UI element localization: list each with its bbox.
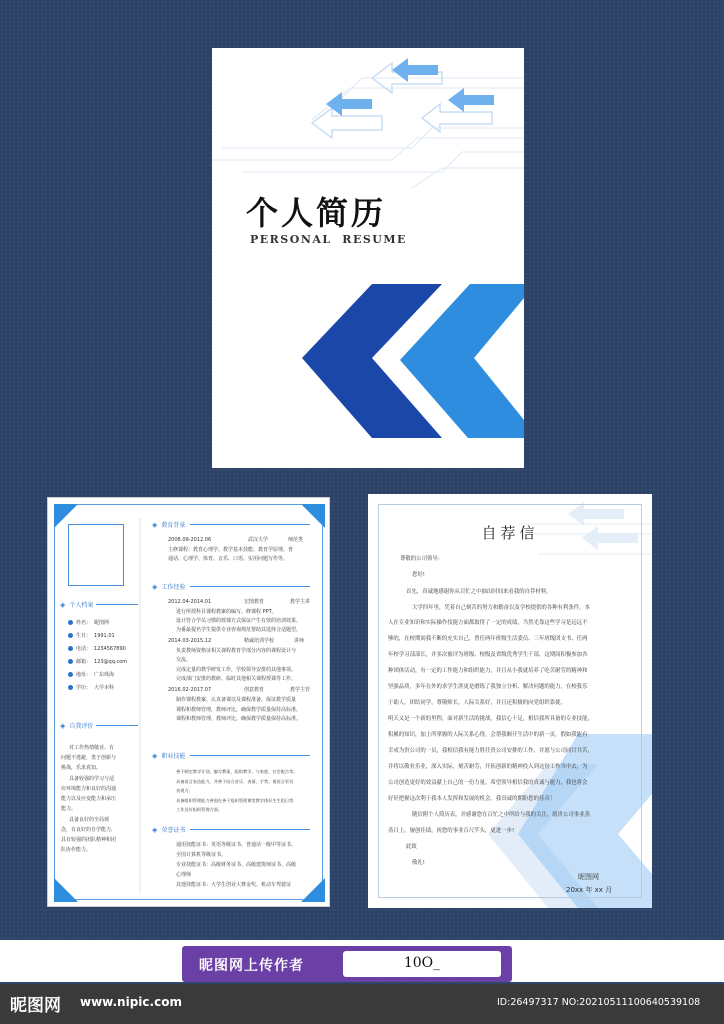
letter-line: 种团体活动，有一定的工作能力和组织能力，并且从小我就培养了吃苦耐劳的精神和 [388, 668, 588, 674]
self-eval-line: 能力。 [61, 806, 77, 812]
education-heading: ◈ 教育背景 [152, 520, 186, 529]
cover-decoration [212, 48, 524, 468]
cover-letter-page [368, 494, 652, 908]
letter-line: 积累的知识，加上所掌握的人际关系心得，会帮我顺开生活中的新一页，假如我能有 [388, 732, 588, 738]
self-eval-line: 挑战，乐求真知。 [61, 765, 102, 771]
self-eval-line: 具有较强的团队精神和团 [61, 837, 117, 843]
cert-line: 全国计算机等级证书。 [176, 852, 227, 858]
cover-page [212, 48, 524, 468]
skills-line: 善于制定教学计划，编写教案，组织教学，与家庭、社会配合等。 [176, 769, 298, 774]
self-eval-line: 问题不逃避，勇于创新与 [61, 755, 117, 761]
work-detail: 完成部门安排的教研、临时其他相关课程授课等工作。 [176, 676, 297, 682]
cover-title: 个人简历 [246, 194, 387, 232]
letter-line: 蒸日上，屡创佳绩，祝您的事业百尺竿头，更进一步! [388, 828, 515, 834]
divider [190, 755, 310, 756]
cert-line: 其他技能证书：大学生创业大赛金奖、机动车驾驶证 [176, 882, 292, 888]
arrow-left-icon [448, 88, 494, 112]
letter-line: 人在专业知识和实际操作技能方面都取得了一定的成绩，当然光靠这些学习是远远不 [388, 620, 588, 626]
footer-url[interactable]: www.nipic.com [80, 995, 182, 1009]
profile-heading: ◈ 个人档案 [60, 600, 94, 609]
bullet-icon [68, 672, 73, 677]
profile-row-name: 姓名： 昵图网 [68, 619, 109, 626]
divider [96, 725, 138, 726]
skills-line: 具备组织管理能力善国在善于组织管理课堂教学体好生生组日常 [176, 798, 294, 803]
cert-line: 通用技能证书：英语等级证书、普通话一级甲等证书、 [176, 842, 297, 848]
diamond-icon: ◈ [152, 825, 158, 834]
letter-line: 够的，在校期间我不断的充实自己，曾任两年班级生活委员、三年班级团支书、任两 [388, 636, 588, 642]
letter-title: 自荐信 [481, 524, 539, 542]
cert-line: 心理师 [176, 872, 192, 878]
work-role: 教学主管 [290, 687, 311, 693]
footer-id: ID:26497317 NO:20210511100640539108 [497, 997, 701, 1008]
work-company: 精诚培训学校 [244, 638, 275, 644]
bullet-icon [68, 620, 73, 625]
letter-line: 首先，真诚地感谢你从百忙之中抽出时间来看我的自荐材料。 [406, 589, 552, 595]
profile-row-phone: 电话： 1234567890 [68, 645, 126, 652]
diamond-icon: ◈ [60, 600, 66, 609]
letter-signature: 昵图网 [578, 873, 599, 881]
self-eval-line: 具备良好的全局观 [69, 817, 110, 823]
letter-date: 20xx 年 xx 月 [566, 886, 613, 894]
self-eval-line: 具备较强的学习与适 [69, 776, 115, 782]
resume-page [47, 497, 330, 907]
letter-line: 随信附个人简历表，并感谢您在百忙之中所给与我的关注，愿贵公司事业蒸 [412, 812, 590, 818]
cert-line: 专业技能证书：高级财务证书、高级建筑师证书、高级 [176, 862, 297, 868]
author-label: 昵图网上传作者 [199, 958, 304, 974]
letter-closing: 敬礼! [412, 860, 425, 866]
self-eval-line: 念，有良好的自学能力， [61, 827, 117, 833]
edu-courses-line: 主修课程：教育心理学、教学基本技能、教育学原理、普 [168, 547, 294, 553]
skills-line: 具备语言表达能力，并善于结合音乐、表情、手势、使语言更具 [176, 779, 294, 784]
letter-line: 并将以敬业乐业，深入实际，刻苦耐劳，开拓创新的精神投入到这份工作当中去，为 [388, 764, 588, 770]
arrow-left-icon [326, 92, 372, 116]
letter-line: 坚强品质，多年在外的求学生涯更是磨练了我独立分析、解决问题的能力，在校我乐 [388, 684, 588, 690]
edu-school: 武汉大学 [248, 537, 269, 543]
work-role: 讲师 [294, 638, 305, 644]
work-detail: 负责教师资格证相关课程教育学部分内容的课程设计与 [176, 648, 297, 654]
divider [96, 604, 138, 605]
work-detail: 交流。 [176, 657, 192, 663]
work-detail: 设计符合学员习惯的授课方式保证产生有效的培训效果。 [176, 618, 302, 624]
edu-period: 2008.09-2012.06 [168, 537, 212, 543]
work-company: 宏图教育 [244, 599, 265, 605]
bullet-icon [68, 633, 73, 638]
profile-row-birthday: 生日： 1991.01 [68, 632, 115, 639]
profile-row-address: 地址： 广东珠海 [68, 671, 114, 678]
self-eval-heading: ◈ 自我评价 [60, 721, 94, 730]
work-period: 2012.04-2014.01 [168, 599, 212, 605]
letter-line: 年校学习部部长，并多次被评为班级、校级及省级优秀学生干部，这期间积极参加各 [388, 652, 588, 658]
self-eval-line: 对工作热情敬业、有 [69, 745, 115, 751]
work-heading: ◈ 工作经验 [152, 582, 186, 591]
photo-placeholder [68, 524, 124, 586]
author-value: 10O_ [403, 955, 441, 971]
divider [190, 829, 310, 830]
work-period: 2016.02-2017.07 [168, 687, 212, 693]
cover-subtitle: PERSONAL RESUME [250, 233, 407, 246]
bullet-icon [68, 646, 73, 651]
letter-line: 幸成为贵公司的一员，我相信我有能力胜任贵公司安排的工作，并愿与公司同甘共苦， [388, 748, 593, 754]
divider [190, 524, 310, 525]
letter-line: 于助人，团结同学，尊敬师长，人际关系好，并且还积极的向党组织靠拢。 [388, 700, 566, 706]
self-eval-line: 能力以及应变能力和承压 [61, 796, 117, 802]
letter-line: 好好把握这次利于我本人发挥和发展的机会。我真诚的期盼您的佳音！ [388, 796, 556, 802]
skills-line: 工作及好组织管理方面。 [176, 807, 223, 812]
profile-row-email: 邮箱： 123@qq.com [68, 658, 127, 665]
letter-closing: 此致 [406, 844, 417, 850]
work-detail: 课程和教师管理，教师评比，确保教学质量保持高标准。 [176, 716, 302, 722]
self-eval-line: 应环境能力和良好的沟通 [61, 786, 117, 792]
diamond-icon: ◈ [152, 751, 158, 760]
letter-greeting: 尊敬的公司领导： [400, 556, 444, 562]
certs-heading: ◈ 荣誉证书 [152, 825, 186, 834]
work-detail: 完成定量的教学研发工作，学校领导安排的其他事项。 [176, 667, 297, 673]
diamond-icon: ◈ [152, 520, 158, 529]
letter-line: 明天又是一个新的里程，面对新生活的挑战，我信心十足，相信我所具备的专业技能， [388, 716, 593, 722]
skills-line: 表现力； [176, 788, 193, 793]
bullet-icon [68, 659, 73, 664]
work-company: 创意教育 [244, 687, 265, 693]
work-detail: 进行所授科目课程教案的编写、修课程 PPT。 [176, 609, 277, 615]
profile-row-education: 学历： 大学本科 [68, 684, 114, 691]
footer-logo: 昵图网 [10, 996, 61, 1016]
edu-courses-line: 通话、心理学、体育、音乐、口语、实用问题写作等。 [168, 556, 289, 562]
bullet-icon [68, 685, 73, 690]
divider [190, 586, 310, 587]
work-detail: 为番最提名学生提供专业咨询规范帮助其选择合适题型。 [176, 627, 302, 633]
letter-line: 大学四年里，凭着自己刻苦的努力和勤奋以及学校提供的各种有利条件，本 [412, 605, 590, 611]
skills-heading: ◈ 职业技能 [152, 751, 186, 760]
diamond-icon: ◈ [152, 582, 158, 591]
work-detail: 课程和教师管理，教师评比，确保教学质量保持高标准。 [176, 707, 302, 713]
work-role: 教学主讲 [290, 599, 311, 605]
letter-line: 公司创造更好的效益献上自己的一份力量。希望领导相信我的真诚与能力，我也将会 [388, 780, 588, 786]
self-eval-line: 队协作能力。 [61, 847, 92, 853]
edu-major: 师范类 [288, 537, 304, 543]
work-period: 2014.03-2015.12 [168, 638, 212, 644]
letter-hello: 您好! [412, 572, 425, 578]
work-detail: 制作课程教案、认真备课以及课程准备，保证教学质量 [176, 697, 297, 703]
diamond-icon: ◈ [60, 721, 66, 730]
